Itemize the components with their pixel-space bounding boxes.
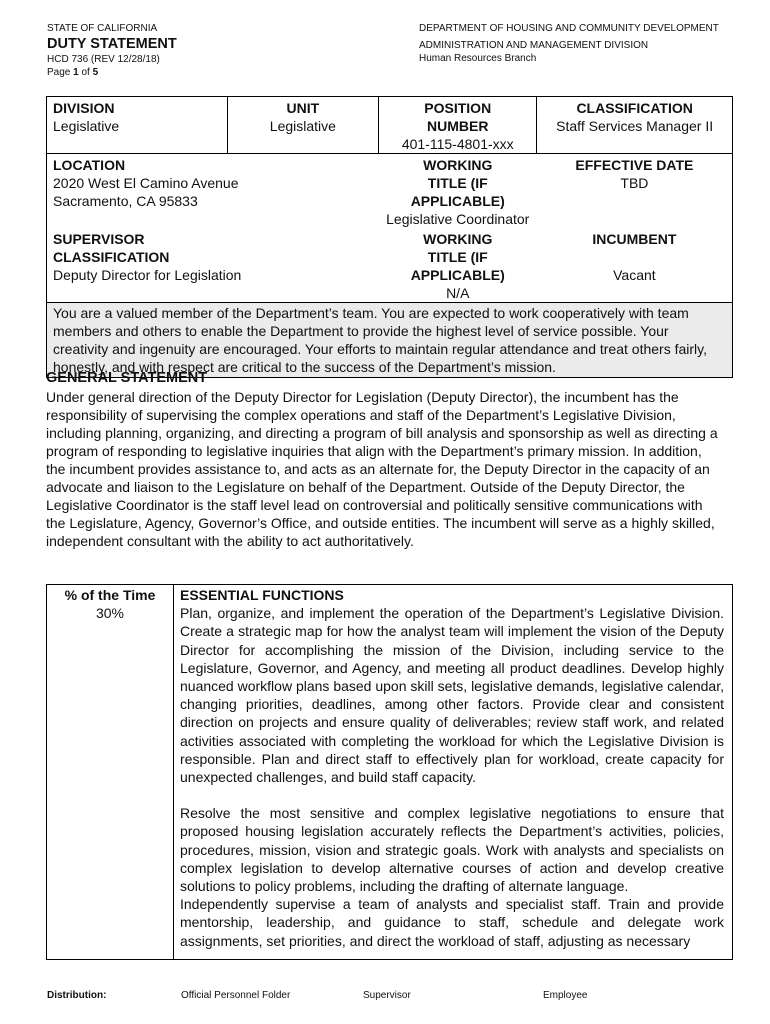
effective-date-cell: EFFECTIVE DATE TBD	[537, 154, 733, 229]
welcome-statement: You are a valued member of the Department’s team. You are expected to work cooperatively with team members and others to enable the Department to provide the highest level of service possible. Your creativity and ingenuity are encouraged. Your efforts to maintain regular attendance and treat others fairly, honestly, and with respect are critical to the success of the Department’s mission.	[47, 303, 733, 378]
classification-cell: CLASSIFICATION Staff Services Manager II	[537, 97, 733, 154]
function-paragraph-2: Resolve the most sensitive and complex legislative negotiations to ensure that proposed housing legislation accurately reflects the Department’s activities, policies, procedures, mission, vision and strategic goals. Work with analysts and specialists on complex legislation to develop alternative courses of action and develop creative solutions to policy problems, including the drafting of alternate language.	[180, 805, 724, 895]
location-cell: LOCATION 2020 West El Camino Avenue Sacramento, CA 95833	[47, 154, 379, 229]
function-paragraph-1: Plan, organize, and implement the operation of the Department’s Legislative Division. Create a strategic map for how the analyst team will implement the vision of the Deputy Director for accomplishing the mission of the Division, including service to the Legislature, Governor, and Agency, and meeting all product deadlines. Develop highly nuanced workflow plans based upon skill sets, legislative demands, legislative calendar, changing priorities, deadlines, among other factors. Provide clear and consistent direction on projects and ensure quality of deliverables; review staff work, and related activities associated with completing the workload for which the Legislative Division is responsible. Plan and direct staff to effectively plan for workload, create capacity for unexpected challenges, and build staff capacity.	[180, 605, 724, 786]
supervisor-cell: SUPERVISOR CLASSIFICATION Deputy Director for Legislation	[47, 228, 379, 303]
unit-value: Legislative	[269, 118, 336, 134]
document-title: DUTY STATEMENT	[47, 36, 177, 52]
header-left	[47, 22, 177, 79]
distribution-supervisor: Supervisor	[363, 990, 411, 1001]
classification-value: Staff Services Manager II	[556, 118, 714, 134]
percent-time-value: 30%	[95, 605, 125, 622]
branch-name: Human Resources Branch	[419, 53, 537, 64]
function-paragraph-3: Independently supervise a team of analysts and specialist staff. Train and provide mentorship, leadership, and guidance to staff, schedule and delegate work assignments, set priorities, and direct the workload of staff, adjusting as necessary	[180, 896, 724, 949]
supervisor-value: Deputy Director for Legislation	[53, 267, 242, 283]
distribution-personnel-folder: Official Personnel Folder	[181, 990, 291, 1001]
percent-time-header: % of the Time 30%	[47, 585, 174, 960]
working-title-value: Legislative Coordinator	[386, 211, 530, 227]
working-title-2-cell: WORKING TITLE (IF APPLICABLE) N/A	[379, 228, 537, 303]
division-cell: DIVISION Legislative	[47, 97, 228, 154]
general-statement-heading: GENERAL STATEMENT	[46, 370, 208, 386]
position-number-value: 401-115-4801-xxx	[401, 136, 514, 152]
division-name: ADMINISTRATION AND MANAGEMENT DIVISION	[419, 40, 649, 51]
working-title-cell: WORKING TITLE (IF APPLICABLE) Legislative Coordinator	[379, 154, 537, 229]
effective-date-value: TBD	[620, 175, 649, 191]
unit-cell: UNIT Legislative	[227, 97, 379, 154]
position-number-cell: POSITION NUMBER 401-115-4801-xxx	[379, 97, 537, 154]
position-info-table	[46, 96, 733, 378]
header-right	[419, 22, 719, 65]
form-number: HCD 736 (REV 12/28/18)	[47, 54, 160, 65]
essential-functions-cell	[174, 585, 733, 960]
division-value: Legislative	[53, 118, 120, 134]
general-statement-body: Under general direction of the Deputy Director for Legislation (Deputy Director), the incumbent has the responsibility of supervising the complex operations and staff of the Department’s Legislative Division, including planning, organizing, and directing a program of bill analysis and sponsorship as well as directing a program of responding to legislative inquiries that align with the Department’s primary mission. In addition, the incumbent provides assistance to, and acts as an alternate for, the Deputy Director in the capacity of an advocate and liaison to the Legislature on behalf of the Department. Outside of the Deputy Director, the Legislative Coordinator is the staff level lead on controversial and politically sensitive communications with the Legislature, Agency, Governor’s Office, and outside entities. The incumbent will serve as a highly skilled, independent consultant with the ability to act authoritatively.	[46, 389, 718, 549]
essential-functions-header: ESSENTIAL FUNCTIONS	[180, 587, 344, 603]
page-indicator: Page 1 of 5	[47, 67, 99, 78]
distribution-label: Distribution:	[47, 990, 107, 1001]
incumbent-value: Vacant	[613, 267, 656, 283]
state-label: STATE OF CALIFORNIA	[47, 23, 158, 34]
incumbent-cell: INCUMBENT Vacant	[537, 228, 733, 303]
working-title-2-value: N/A	[446, 285, 470, 301]
distribution-employee: Employee	[543, 990, 588, 1001]
department-name: DEPARTMENT OF HOUSING AND COMMUNITY DEVELOPMENT	[419, 23, 719, 34]
essential-functions-table	[46, 584, 733, 960]
